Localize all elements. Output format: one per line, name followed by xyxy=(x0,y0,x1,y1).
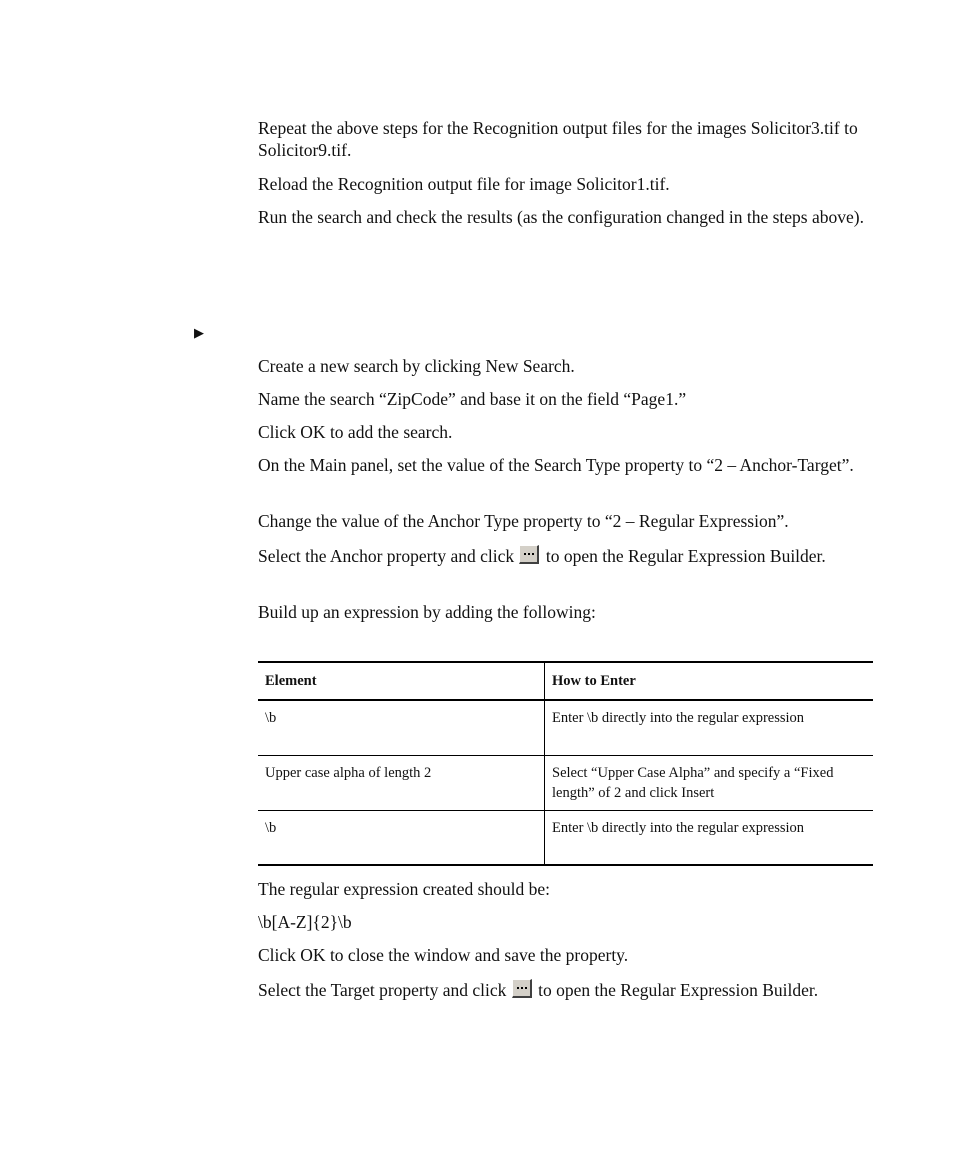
table-header-element: Element xyxy=(258,662,545,700)
table-cell-how-to-enter: Enter \b directly into the regular expression xyxy=(545,700,874,755)
right-triangle-arrow-icon: ▶ xyxy=(194,325,204,340)
table-header-row xyxy=(258,662,873,700)
table-header-how-to-enter: How to Enter xyxy=(545,662,874,700)
table-row xyxy=(258,810,873,865)
table-cell-element: \b xyxy=(258,700,545,755)
target-step-before: Select the Target property and click xyxy=(258,980,511,1000)
step-close-window: Click OK to close the window and save the property. xyxy=(258,945,629,965)
ellipsis-button-icon xyxy=(512,979,532,998)
step-select-anchor xyxy=(258,545,878,567)
step-create-search: Create a new search by clicking New Search. xyxy=(258,356,575,376)
step-set-search-type: On the Main panel, set the value of the Search Type property to “2 – Anchor-Target”. xyxy=(258,455,854,475)
step-build-expression: Build up an expression by adding the following: xyxy=(258,602,596,622)
paragraph-run-search: Run the search and check the results (as the configuration changed in the steps above). xyxy=(258,207,864,227)
anchor-step-before: Select the Anchor property and click xyxy=(258,546,519,566)
table-row xyxy=(258,755,873,810)
expression-elements-table xyxy=(258,661,873,866)
step-name-search: Name the search “ZipCode” and base it on the field “Page1.” xyxy=(258,389,687,409)
table-cell-how-to-enter: Enter \b directly into the regular expression xyxy=(545,810,874,865)
step-click-ok: Click OK to add the search. xyxy=(258,422,453,442)
target-step-after: to open the Regular Expression Builder. xyxy=(533,980,819,1000)
paragraph-reload: Reload the Recognition output file for image Solicitor1.tif. xyxy=(258,174,670,194)
table-cell-element: \b xyxy=(258,810,545,865)
result-intro: The regular expression created should be: xyxy=(258,879,551,899)
step-select-target xyxy=(258,979,878,1001)
table-cell-how-to-enter: Select “Upper Case Alpha” and specify a “Fixed length” of 2 and click Insert xyxy=(545,755,874,810)
ellipsis-button-icon xyxy=(519,545,539,564)
step-change-anchor-type: Change the value of the Anchor Type property to “2 – Regular Expression”. xyxy=(258,511,789,531)
table-row xyxy=(258,700,873,755)
anchor-step-after: to open the Regular Expression Builder. xyxy=(541,546,826,566)
table-cell-element: Upper case alpha of length 2 xyxy=(258,755,545,810)
regex-result: \b[A-Z]{2}\b xyxy=(258,912,352,932)
paragraph-repeat-steps: Repeat the above steps for the Recognition output files for the images Solicitor3.tif to Solicitor9.tif. xyxy=(258,118,858,160)
